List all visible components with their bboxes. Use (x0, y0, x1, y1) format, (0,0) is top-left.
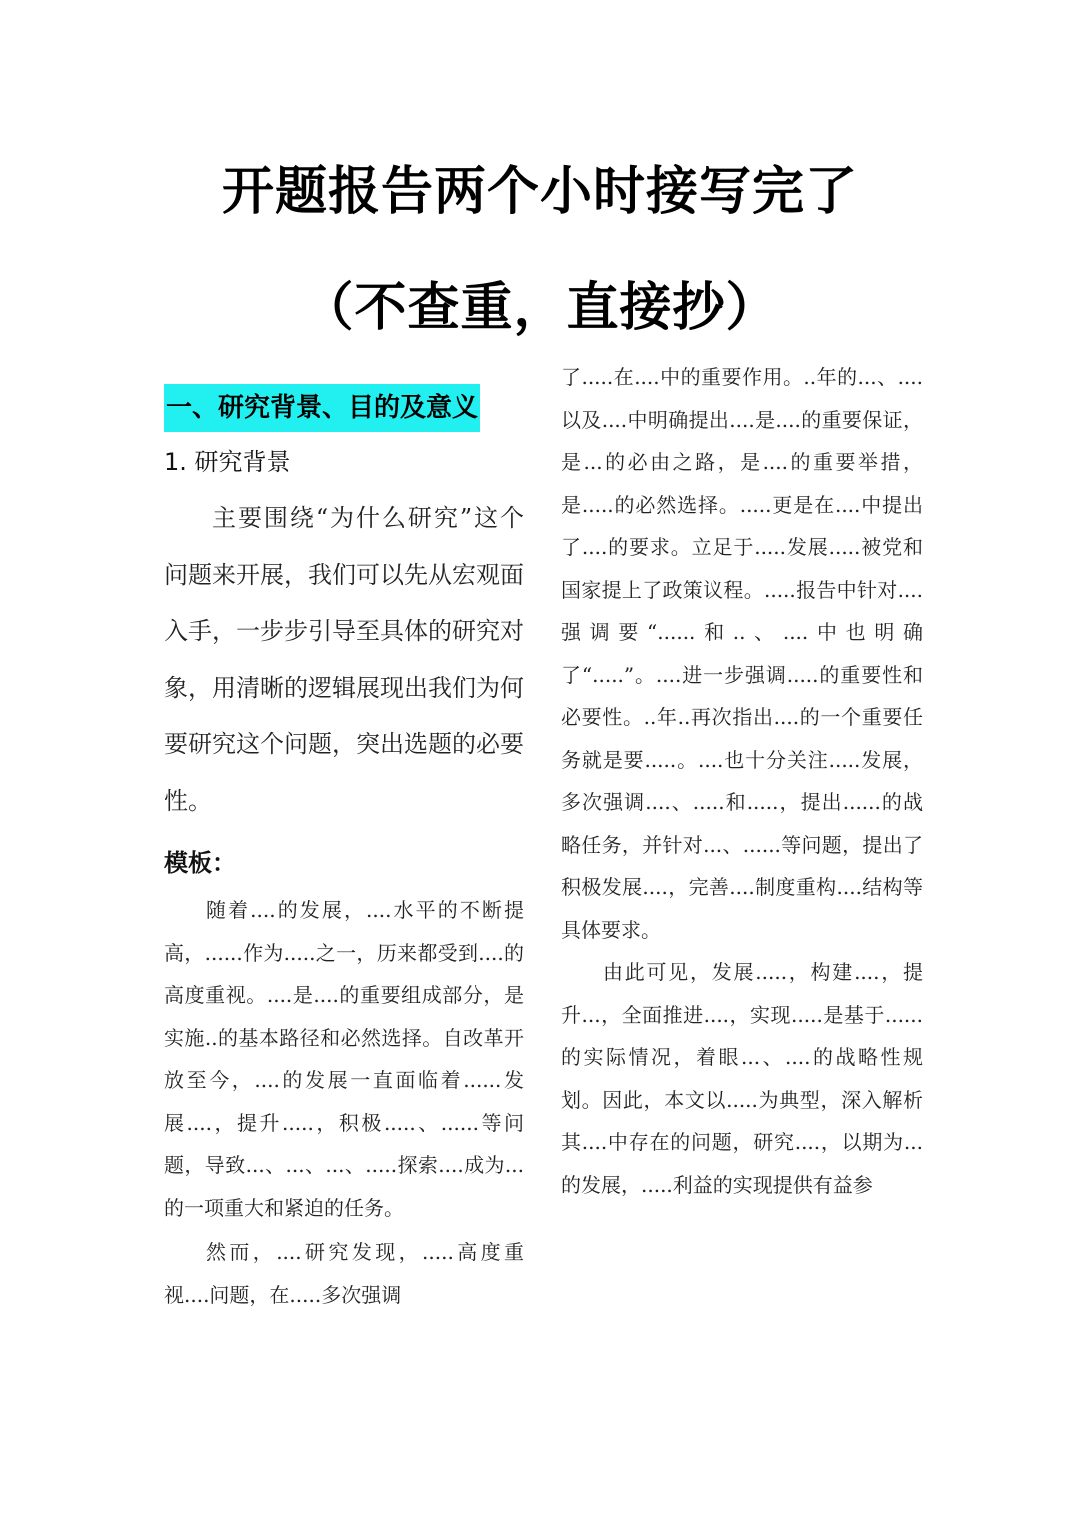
template-paragraph-2: 然而，....研究发现，.....高度重视....问题，在.....多次强调 (164, 1240, 524, 1307)
document-title-line-1: 开题报告两个小时接写完了 (221, 162, 858, 222)
left-column (164, 384, 524, 1316)
template-paragraph-1: 随着....的发展，....水平的不断提高，......作为.....之一，历来都受到....的高度重视。....是....的重要组成部分，是实施..的基本路径和必然选择。自改革开放至今，....的发展一直面临着......发展....，提升.....，积极.....、......等问题，导致...、...、...、.....探索....成为...的一项重大和紧迫的任务。 (164, 898, 524, 1220)
subsection-heading: 1. 研究背景 (164, 448, 291, 476)
intro-paragraph: 主要围绕“为什么研究”这个问题来开展，我们可以先从宏观面入手，一步步引导至具体的研究对象，用清晰的逻辑展现出我们为何要研究这个问题，突出选题的必要性。 (164, 504, 524, 815)
section-heading: 一、研究背景、目的及意义 (164, 384, 480, 432)
template-paragraph-continued: 了.....在....中的重要作用。..年的...、....以及....中明确提出....是....的重要保证，是...的必由之路，是....的重要举措，是.....的必然选择。.....更是在....中提出了....的要求。立足于.....发展.....被党和国家提上了政策议程。.....报告中针对....强调要“......和..、....中也明确了“.....”。....进一步强调.....的重要性和必要性。..年..再次指出....的一个重要任务就是要.....。....也十分关注.....发展，多次强调....、.....和.....，提出......的战略任务，并针对...、......等问题，提出了积极发展....，完善....制度重构....结构等具体要求。 (561, 365, 923, 942)
right-column (561, 356, 923, 1206)
template-paragraph-3: 由此可见，发展.....，构建....，提升...，全面推进....，实现.....是基于......的实际情况，着眼...、....的战略性规划。因此，本文以.....为典型，深入解析其....中存在的问题，研究....，以期为...的发展，.....利益的实现提供有益参 (561, 960, 923, 1197)
document-title-line-2: （不查重，直接抄） (301, 278, 779, 338)
template-label: 模板： (164, 849, 236, 877)
